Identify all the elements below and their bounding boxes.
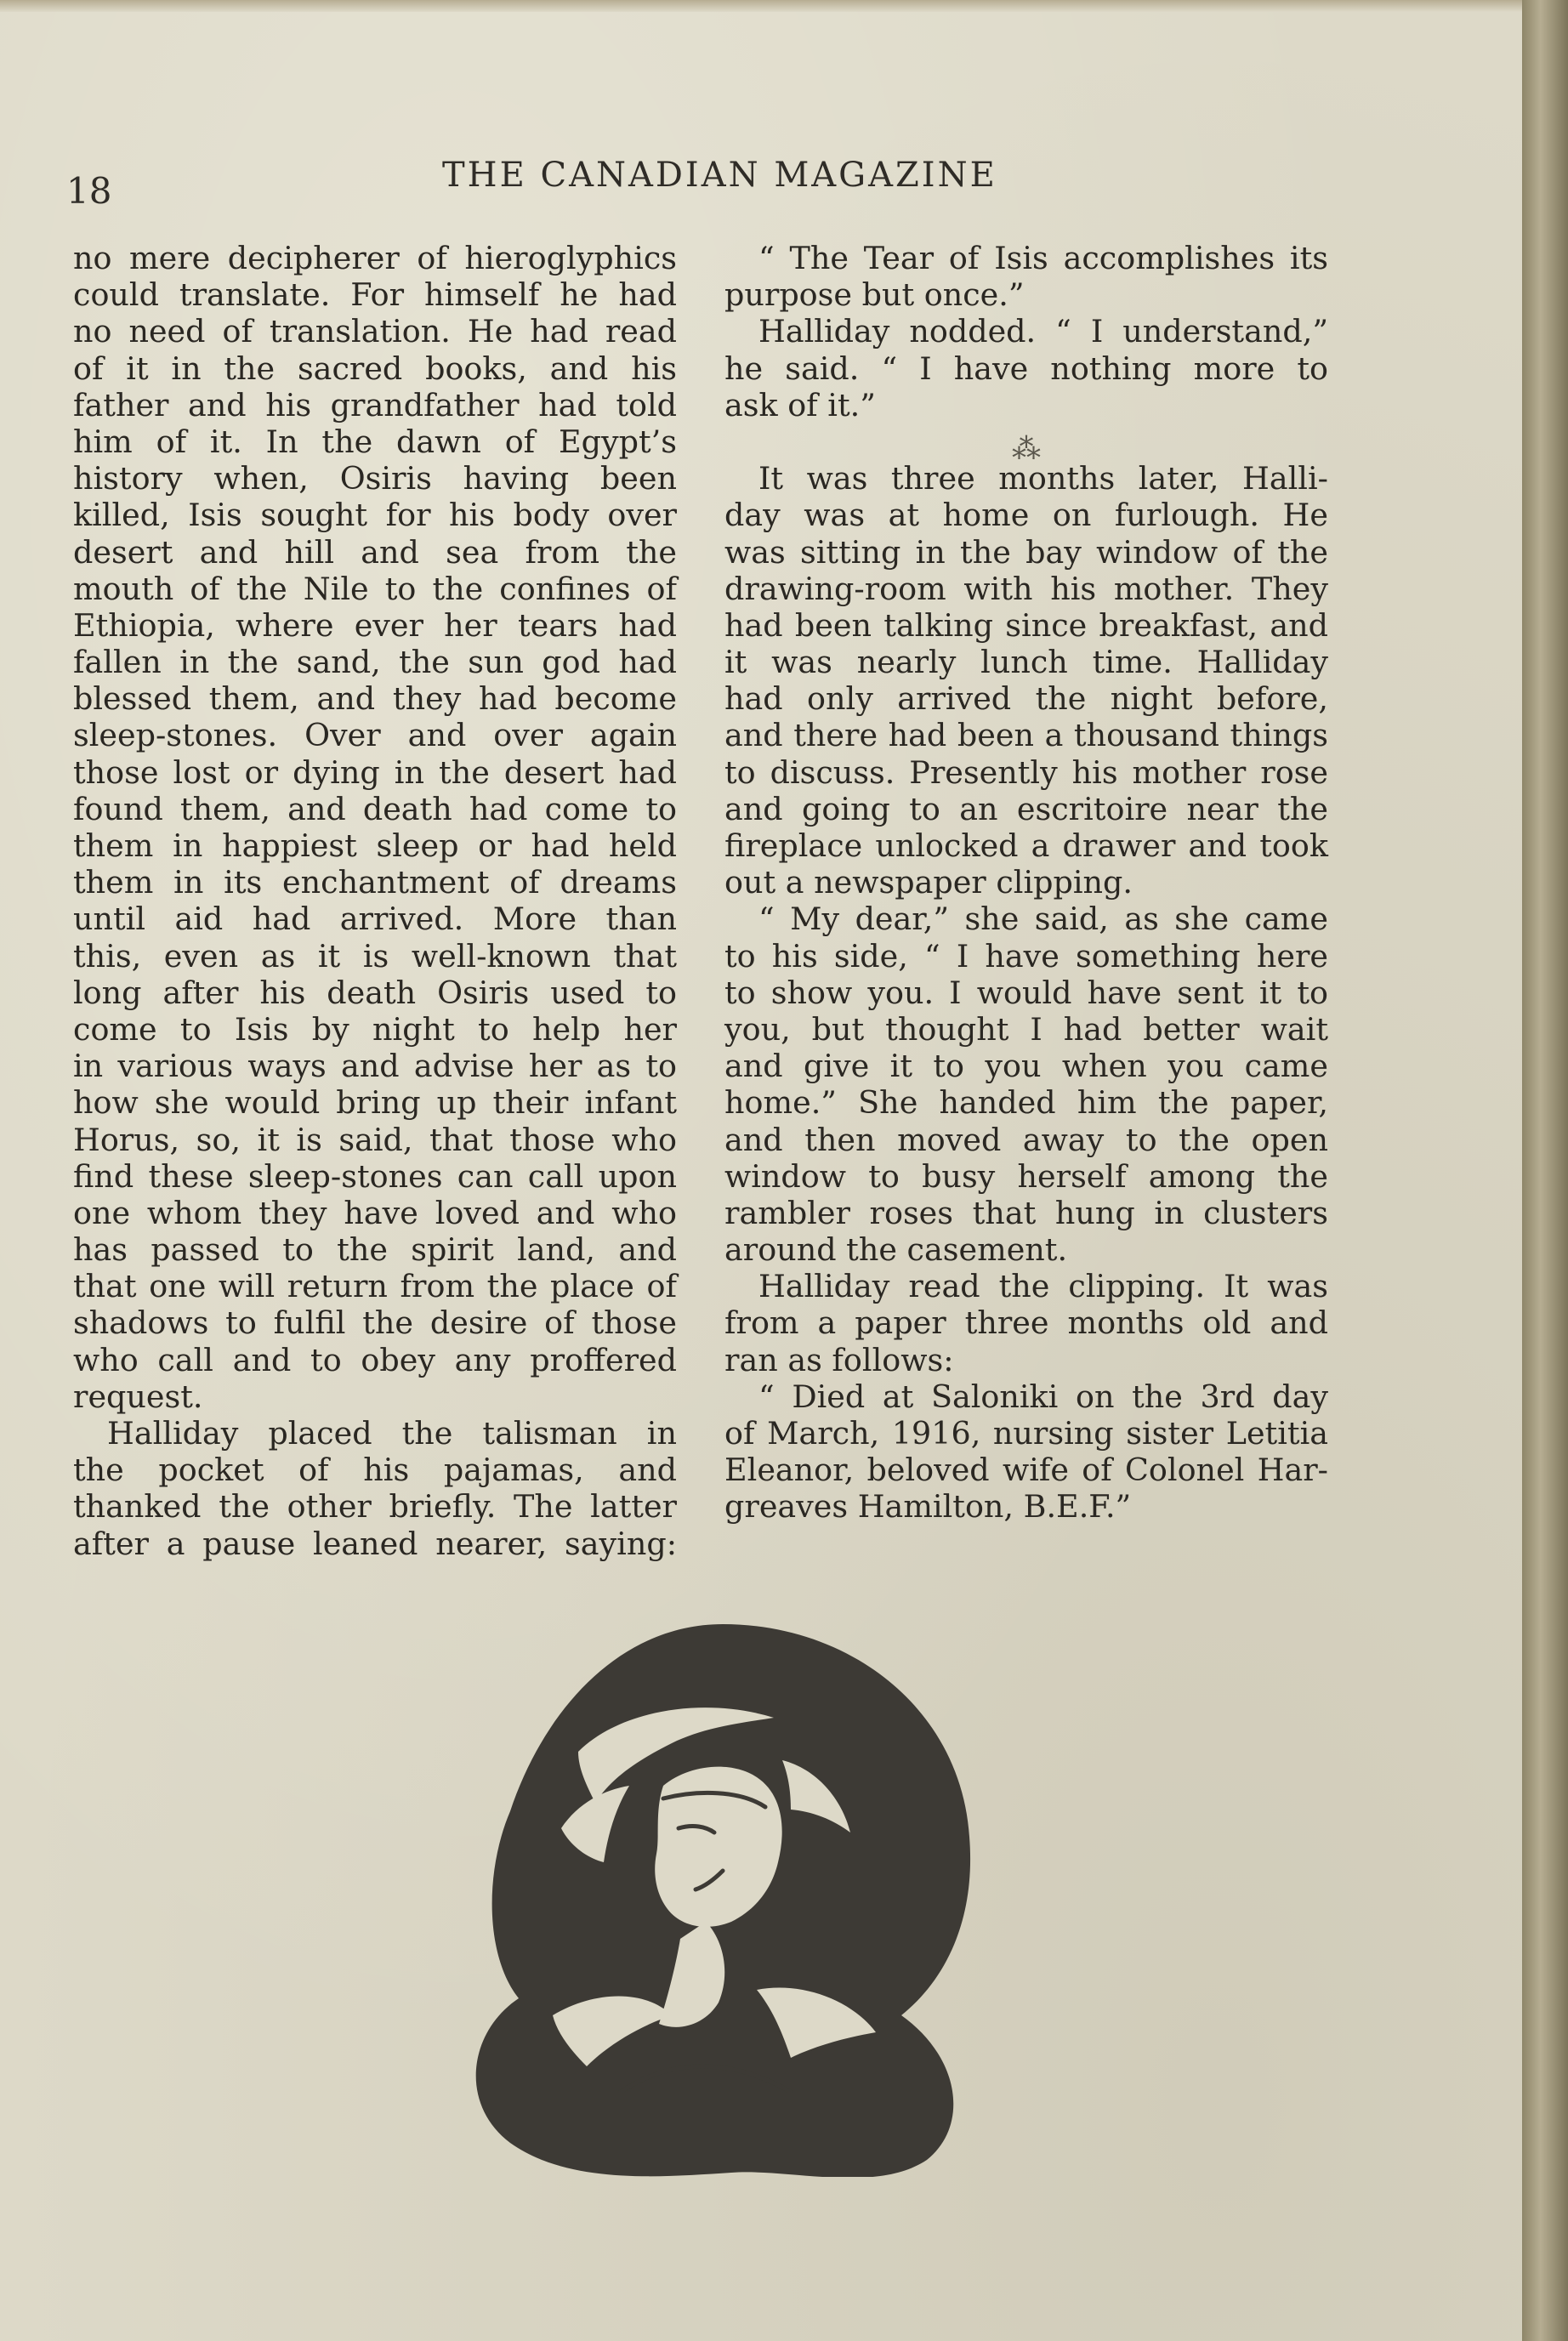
text-line: found them, and death had come to (73, 790, 677, 827)
text-line: It was three months later, Halli- (758, 460, 1328, 497)
text-line: until aid had arrived. More than (73, 901, 677, 938)
text-line: “ My dear,” she said, as she came (758, 901, 1328, 938)
text-line: Halliday read the clipping. It was (758, 1268, 1328, 1305)
text-line: Ethiopia, where ever her tears had (73, 606, 677, 644)
text-line: who call and to obey any proffered (73, 1341, 677, 1378)
page-binding-edge (1522, 0, 1568, 2341)
text-line: was sitting in the bay window of the (724, 533, 1328, 571)
text-line: and then moved away to the open (724, 1121, 1328, 1158)
text-line: rambler roses that hung in clusters (724, 1194, 1328, 1231)
text-line: had only arrived the night before, (724, 680, 1328, 718)
page-number: 18 (66, 170, 112, 212)
text-line: from a paper three months old and (724, 1304, 1328, 1342)
woman-portrait-ornament-icon (451, 1616, 995, 2177)
text-line: Horus, so, it is said, that those who (73, 1121, 677, 1158)
text-line: how she would bring up their infant (73, 1084, 677, 1122)
text-line: out a newspaper clipping. (724, 864, 1133, 901)
section-break-icon: ⁂ (1012, 432, 1041, 466)
text-line: could translate. For himself he had (73, 276, 677, 314)
text-line: shadows to fulfil the desire of those (73, 1304, 677, 1342)
text-line: purpose but once.” (724, 276, 1025, 314)
text-line: after a pause leaned nearer, saying: (73, 1525, 677, 1562)
text-line: to show you. I would have sent it to (724, 974, 1328, 1011)
top-page-edge (0, 0, 1522, 12)
text-line: you, but thought I had better wait (724, 1010, 1328, 1048)
text-line: desert and hill and sea from the (73, 533, 677, 571)
text-line: history when, Osiris having been (73, 460, 677, 497)
text-line: long after his death Osiris used to (73, 974, 677, 1011)
text-line: them in its enchantment of dreams (73, 864, 677, 901)
text-line: thanked the other briefly. The latter (73, 1488, 677, 1526)
text-line: that one will return from the place of (73, 1268, 677, 1305)
text-line: him of it. In the dawn of Egypt’s (73, 423, 677, 460)
text-line: of March, 1916, nursing sister Letitia (724, 1415, 1328, 1452)
text-line: and going to an escritoire near the (724, 790, 1328, 827)
text-line: ask of it.” (724, 386, 876, 423)
text-line: “ Died at Saloniki on the 3rd day (758, 1378, 1328, 1415)
text-line: and there had been a thousand things (724, 717, 1328, 754)
text-line: killed, Isis sought for his body over (73, 497, 677, 534)
text-line: day was at home on furlough. He (724, 497, 1328, 534)
text-line: and give it to you when you came (724, 1048, 1328, 1085)
text-line: this, even as it is well-known that (73, 937, 677, 974)
left-column (73, 240, 677, 1562)
text-line: find these sleep-stones can call upon (73, 1157, 677, 1195)
text-line: sleep-stones. Over and over again (73, 717, 677, 754)
text-line: around the casement. (724, 1231, 1068, 1269)
text-line: those lost or dying in the desert had (73, 753, 677, 791)
text-line: drawing-room with his mother. They (724, 570, 1328, 607)
text-line: it was nearly lunch time. Halliday (724, 644, 1328, 681)
text-line: ran as follows: (724, 1341, 954, 1378)
text-line: Eleanor, beloved wife of Colonel Har- (724, 1452, 1328, 1489)
text-line: blessed them, and they had become (73, 680, 677, 718)
text-line: Halliday placed the talisman in (107, 1415, 677, 1452)
text-line: no need of translation. He had read (73, 313, 677, 350)
text-line: to his side, “ I have something here (724, 937, 1328, 974)
text-line: in various ways and advise her as to (73, 1048, 677, 1085)
text-line: fireplace unlocked a drawer and took (724, 827, 1328, 864)
text-line: Halliday nodded. “ I understand,” (758, 313, 1328, 350)
text-line: window to busy herself among the (724, 1157, 1328, 1195)
text-line: home.” She handed him the paper, (724, 1084, 1328, 1122)
text-line: he said. “ I have nothing more to (724, 349, 1328, 387)
text-line: request. (73, 1378, 203, 1415)
text-line: greaves Hamilton, B.E.F.” (724, 1488, 1132, 1526)
running-head: THE CANADIAN MAGAZINE (442, 156, 997, 195)
text-line: one whom they have loved and who (73, 1194, 677, 1231)
text-line: “ The Tear of Isis accomplishes its (758, 240, 1328, 276)
text-line: mouth of the Nile to the confines of (73, 570, 677, 607)
text-line: father and his grandfather had told (73, 386, 677, 423)
text-line: fallen in the sand, the sun god had (73, 644, 677, 681)
text-line: to discuss. Presently his mother rose (724, 753, 1328, 791)
text-line: no mere decipherer of hieroglyphics (73, 240, 677, 276)
text-line: come to Isis by night to help her (73, 1010, 677, 1048)
text-line: the pocket of his pajamas, and (73, 1452, 677, 1489)
text-line: had been talking since breakfast, and (724, 606, 1328, 644)
text-line: them in happiest sleep or had held (73, 827, 677, 864)
text-line: has passed to the spirit land, and (73, 1231, 677, 1269)
text-line: of it in the sacred books, and his (73, 349, 677, 387)
